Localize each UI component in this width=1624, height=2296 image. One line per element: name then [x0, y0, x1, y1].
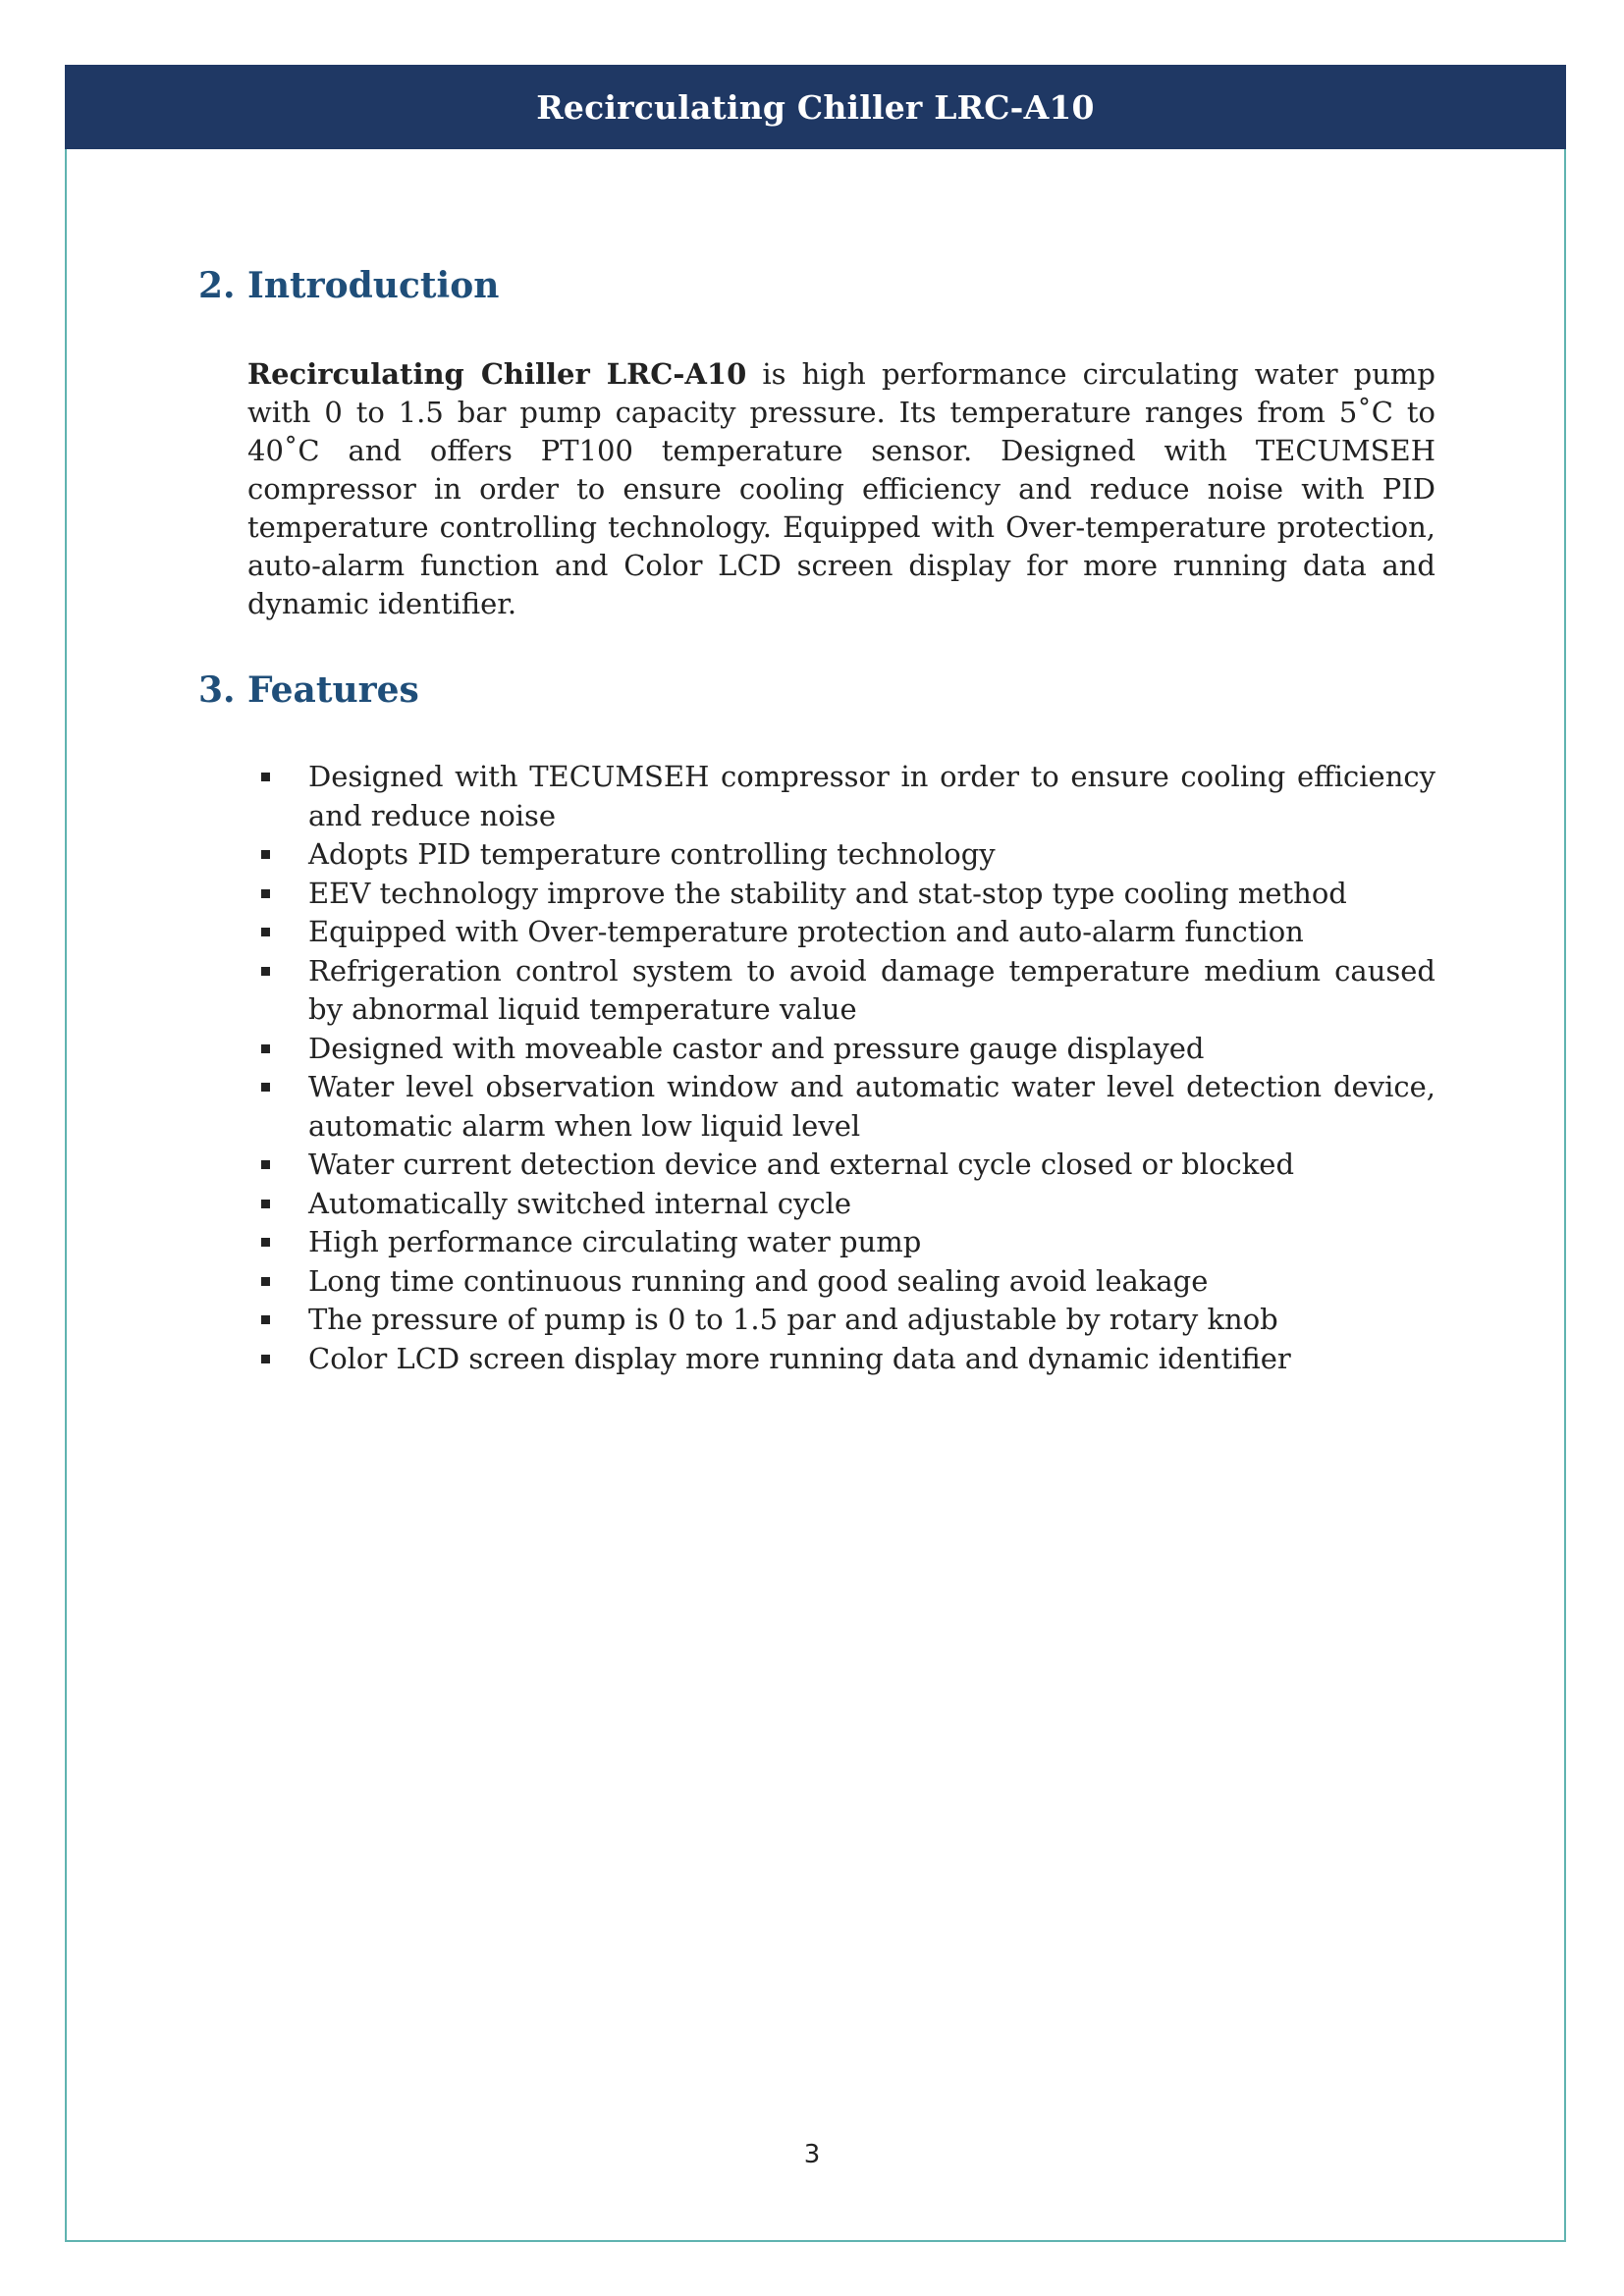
feature-item [257, 1262, 1435, 1302]
square-bullet-icon [261, 1160, 270, 1169]
square-bullet-icon [261, 1083, 270, 1092]
feature-item [257, 1340, 1435, 1379]
square-bullet-icon [261, 850, 270, 859]
feature-item [257, 835, 1435, 875]
features-heading [198, 669, 419, 711]
introduction-body: is high performance circulating water pump with 0 to 1.5 bar pump capacity pressure. Its temperature ranges from 5˚C to 40˚C and offers PT100 temperature sensor. Designed with TECUMSEH compressor in order to ensure cooling efficiency and reduce noise with PID temperature controlling technology. Equipped with Over-temperature protection, auto-alarm function and Color LCD screen display for more running data and dynamic identifier. [247, 357, 1435, 620]
feature-item [257, 1185, 1435, 1224]
header-title: Recirculating Chiller LRC-A10 [536, 87, 1095, 127]
feature-text: High performance circulating water pump [308, 1225, 922, 1258]
introduction-number: 2. [198, 265, 236, 306]
feature-item [257, 1146, 1435, 1185]
square-bullet-icon [261, 1044, 270, 1053]
feature-item [257, 875, 1435, 914]
square-bullet-icon [261, 928, 270, 936]
features-title: Features [247, 669, 419, 711]
feature-item [257, 1068, 1435, 1146]
feature-text: Color LCD screen display more running data and dynamic identifier [308, 1341, 1291, 1375]
square-bullet-icon [261, 1355, 270, 1363]
feature-item [257, 758, 1435, 835]
feature-text: Equipped with Over-temperature protection and auto-alarm function [308, 915, 1304, 948]
feature-text: Automatically switched internal cycle [308, 1186, 852, 1220]
square-bullet-icon [261, 967, 270, 976]
introduction-paragraph [247, 355, 1435, 623]
square-bullet-icon [261, 889, 270, 898]
square-bullet-icon [261, 1200, 270, 1208]
feature-text: Water current detection device and external cycle closed or blocked [308, 1148, 1295, 1181]
square-bullet-icon [261, 1238, 270, 1247]
introduction-title: Introduction [247, 265, 500, 306]
feature-text: Adopts PID temperature controlling technology [308, 837, 996, 871]
feature-item [257, 952, 1435, 1030]
feature-text: Refrigeration control system to avoid damage temperature medium caused by abnormal liquid temperature value [308, 953, 1435, 1026]
features-list [257, 758, 1435, 1378]
feature-text: Designed with moveable castor and pressure gauge displayed [308, 1031, 1205, 1065]
feature-text: Designed with TECUMSEH compressor in order to ensure cooling efficiency and reduce noise [308, 760, 1435, 832]
feature-item [257, 1030, 1435, 1069]
feature-text: Water level observation window and automatic water level detection device, automatic alarm when low liquid level [308, 1070, 1435, 1143]
product-name: Recirculating Chiller LRC-A10 [247, 357, 747, 391]
header-bar [65, 65, 1566, 149]
page-number: 3 [803, 2140, 821, 2169]
feature-text: EEV technology improve the stability and stat-stop type cooling method [308, 876, 1347, 910]
square-bullet-icon [261, 773, 270, 781]
feature-text: The pressure of pump is 0 to 1.5 par and adjustable by rotary knob [308, 1303, 1278, 1336]
feature-item [257, 1223, 1435, 1262]
introduction-heading [198, 265, 499, 306]
features-number: 3. [198, 669, 236, 711]
feature-item [257, 913, 1435, 952]
feature-text: Long time continuous running and good sealing avoid leakage [308, 1263, 1209, 1298]
square-bullet-icon [261, 1277, 270, 1286]
feature-item [257, 1301, 1435, 1340]
square-bullet-icon [261, 1315, 270, 1324]
